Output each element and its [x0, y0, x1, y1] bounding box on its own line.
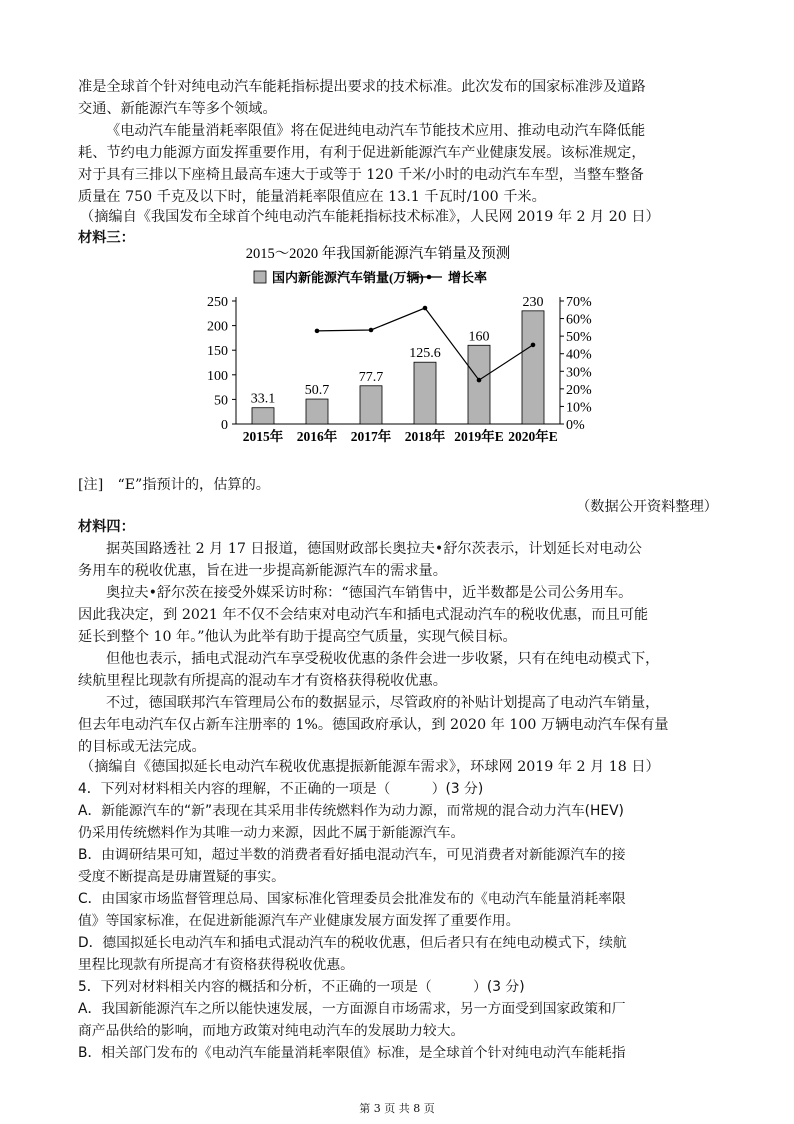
bar-value-label: 230	[522, 294, 544, 310]
right-tick-label: 50%	[566, 330, 592, 346]
right-tick-label: 30%	[566, 365, 592, 381]
bar-value-label: 33.1	[250, 391, 276, 407]
option-5a: A．我国新能源汽车之所以能快速发展，一方面源自市场需求，另一方面受到国家政策和厂	[78, 1001, 626, 1017]
legend-bar-swatch	[254, 271, 266, 283]
growth-point	[423, 306, 428, 311]
text-line: 准是全球首个针对纯电动汽车能耗指标提出要求的技术标准。此次发布的国家标准涉及道路	[78, 79, 646, 95]
chart-note: [注] “E”指预计的，估算的。	[78, 477, 270, 493]
right-tick-label: 60%	[566, 312, 592, 328]
bar	[252, 408, 274, 424]
right-tick-label: 70%	[566, 295, 592, 310]
text-line: 务用车的税收优惠，旨在进一步提高新能源汽车的需求量。	[78, 563, 447, 579]
question-4: 4．下列对材料相关内容的理解，不正确的一项是（ ）(3 分)	[78, 781, 484, 797]
text-line: 奥拉夫•舒尔茨在接受外媒采访时称：“德国汽车销售中，近半数都是公司公务用车。	[106, 585, 633, 601]
bar-value-label: 77.7	[358, 369, 384, 385]
option-4c: C．由国家市场监督管理总局、国家标准化管理委员会批准发布的《电动汽车能量消耗率限	[78, 891, 626, 907]
text-line: 不过，德国联邦汽车管理局公布的数据显示，尽管政府的补贴计划提高了电动汽车销量，	[106, 695, 660, 711]
bar-value-label: 160	[468, 329, 490, 345]
sales-chart	[190, 240, 610, 452]
option-4b: B．由调研结果可知，超过半数的消费者看好插电混动汽车，可见消费者对新能源汽车的接	[78, 847, 626, 863]
x-tick-label: 2015年	[242, 429, 284, 444]
bar	[306, 399, 328, 424]
text-line: 据英国路透社 2 月 17 日报道，德国财政部长奥拉夫•舒尔茨表示，计划延长对电动公	[106, 541, 642, 557]
growth-point	[531, 343, 536, 348]
bar-value-label: 125.6	[409, 346, 441, 362]
bar-value-label: 50.7	[304, 383, 330, 399]
material-heading: 材料四：	[78, 519, 135, 535]
text-line: 质量在 750 千克及以下时，能量消耗率限值应在 13.1 千瓦时/100 千米。	[78, 189, 546, 205]
bar	[414, 362, 436, 424]
x-tick-label: 2016年	[296, 429, 338, 444]
left-tick-label: 100	[207, 368, 228, 384]
left-tick-label: 200	[207, 319, 228, 335]
option-4d: D．德国拟延长电动汽车和插电式混动汽车的税收优惠，但后者只有在纯电动模式下，续航	[78, 935, 627, 951]
text-line: 因此我决定，到 2021 年不仅不会结束对电动汽车和插电式混动汽车的税收优惠，而且可能	[78, 607, 649, 623]
left-tick-label: 150	[207, 344, 228, 360]
right-tick-label: 0%	[566, 418, 585, 433]
x-tick-label: 2020年E	[508, 429, 558, 444]
right-tick-label: 10%	[566, 400, 592, 416]
text-line: 但去年电动汽车仅占新车注册率的 1%。德国政府承认，到 2020 年 100 万辆电动汽车保有量	[78, 717, 669, 733]
legend-bar-label: 国内新能源汽车销量(万辆)	[272, 270, 424, 285]
option-4a: A．新能源汽车的“新”表现在其采用非传统燃料作为动力源，而常规的混合动力汽车(HEV)	[78, 803, 624, 819]
option-4a-cont: 仍采用传统燃料作为其唯一动力来源，因此不属于新能源汽车。	[78, 825, 465, 841]
growth-point	[477, 378, 482, 383]
growth-point	[315, 329, 320, 334]
data-source: （数据公开资料整理）	[576, 499, 718, 515]
left-tick-label: 0	[221, 418, 228, 433]
bar	[360, 386, 382, 424]
left-tick-label: 50	[214, 393, 228, 409]
bar	[522, 311, 544, 424]
x-tick-label: 2017年	[350, 429, 392, 444]
question-5: 5．下列对材料相关内容的概括和分析，不正确的一项是（ ）(3 分)	[78, 979, 525, 995]
citation: （摘编自《我国发布全球首个纯电动汽车能耗指标技术标准》，人民网 2019 年 2 月 20 日）	[80, 209, 660, 225]
growth-point	[369, 328, 374, 333]
option-5a-cont: 商产品供给的影响，而地方政策对纯电动汽车的发展助力较大。	[78, 1023, 465, 1039]
x-tick-label: 2018年	[404, 429, 446, 444]
option-5b: B．相关部门发布的《电动汽车能量消耗率限值》标准，是全球首个针对纯电动汽车能耗指	[78, 1045, 626, 1061]
text-line: 延长到整个 10 年。”他认为此举有助于提高空气质量，实现气候目标。	[78, 629, 517, 645]
text-line: 但他也表示，插电式混动汽车享受税收优惠的条件会进一步收紧，只有在纯电动模式下，	[106, 651, 660, 667]
bar	[468, 345, 490, 424]
option-4d-cont: 里程比现款有所提高才有资格获得税收优惠。	[78, 957, 354, 973]
chart-title: 2015～2020 年我国新能源汽车销量及预测	[245, 246, 511, 262]
chart-legend	[254, 270, 487, 285]
text-line: 交通、新能源汽车等多个领域。	[78, 101, 277, 117]
left-tick-label: 250	[207, 295, 228, 310]
option-4c-cont: 值》等国家标准，在促进新能源汽车产业健康发展方面发挥了重要作用。	[78, 913, 520, 929]
page-footer: 第 3 页 共 8 页	[359, 1102, 435, 1115]
text-line: 续航里程比现款有所提高的混动车才有资格获得税收优惠。	[78, 673, 447, 689]
x-tick-label: 2019年E	[454, 429, 504, 444]
text-line: 对于具有三排以下座椅且最高车速大于或等于 120 千米/小时的电动汽车车型，当整车整备	[78, 167, 644, 183]
legend-line-marker	[427, 275, 432, 280]
option-4b-cont: 受度不断提高是毋庸置疑的事实。	[78, 869, 285, 885]
text-line: 耗、节约电力能源方面发挥重要作用，有利于促进新能源汽车产业健康发展。该标准规定，	[78, 145, 646, 161]
right-tick-label: 20%	[566, 382, 592, 398]
text-line: 的目标或无法完成。	[78, 739, 206, 755]
legend-line-label: 增长率	[448, 270, 488, 285]
right-tick-label: 40%	[566, 347, 592, 363]
text-line: 《电动汽车能量消耗率限值》将在促进纯电动汽车节能技术应用、推动电动汽车降低能	[106, 123, 646, 139]
citation: （摘编自《德国拟延长电动汽车税收优惠提振新能源车需求》，环球网 2019 年 2 月 18 日）	[80, 759, 660, 775]
material-heading: 材料三：	[78, 230, 135, 246]
